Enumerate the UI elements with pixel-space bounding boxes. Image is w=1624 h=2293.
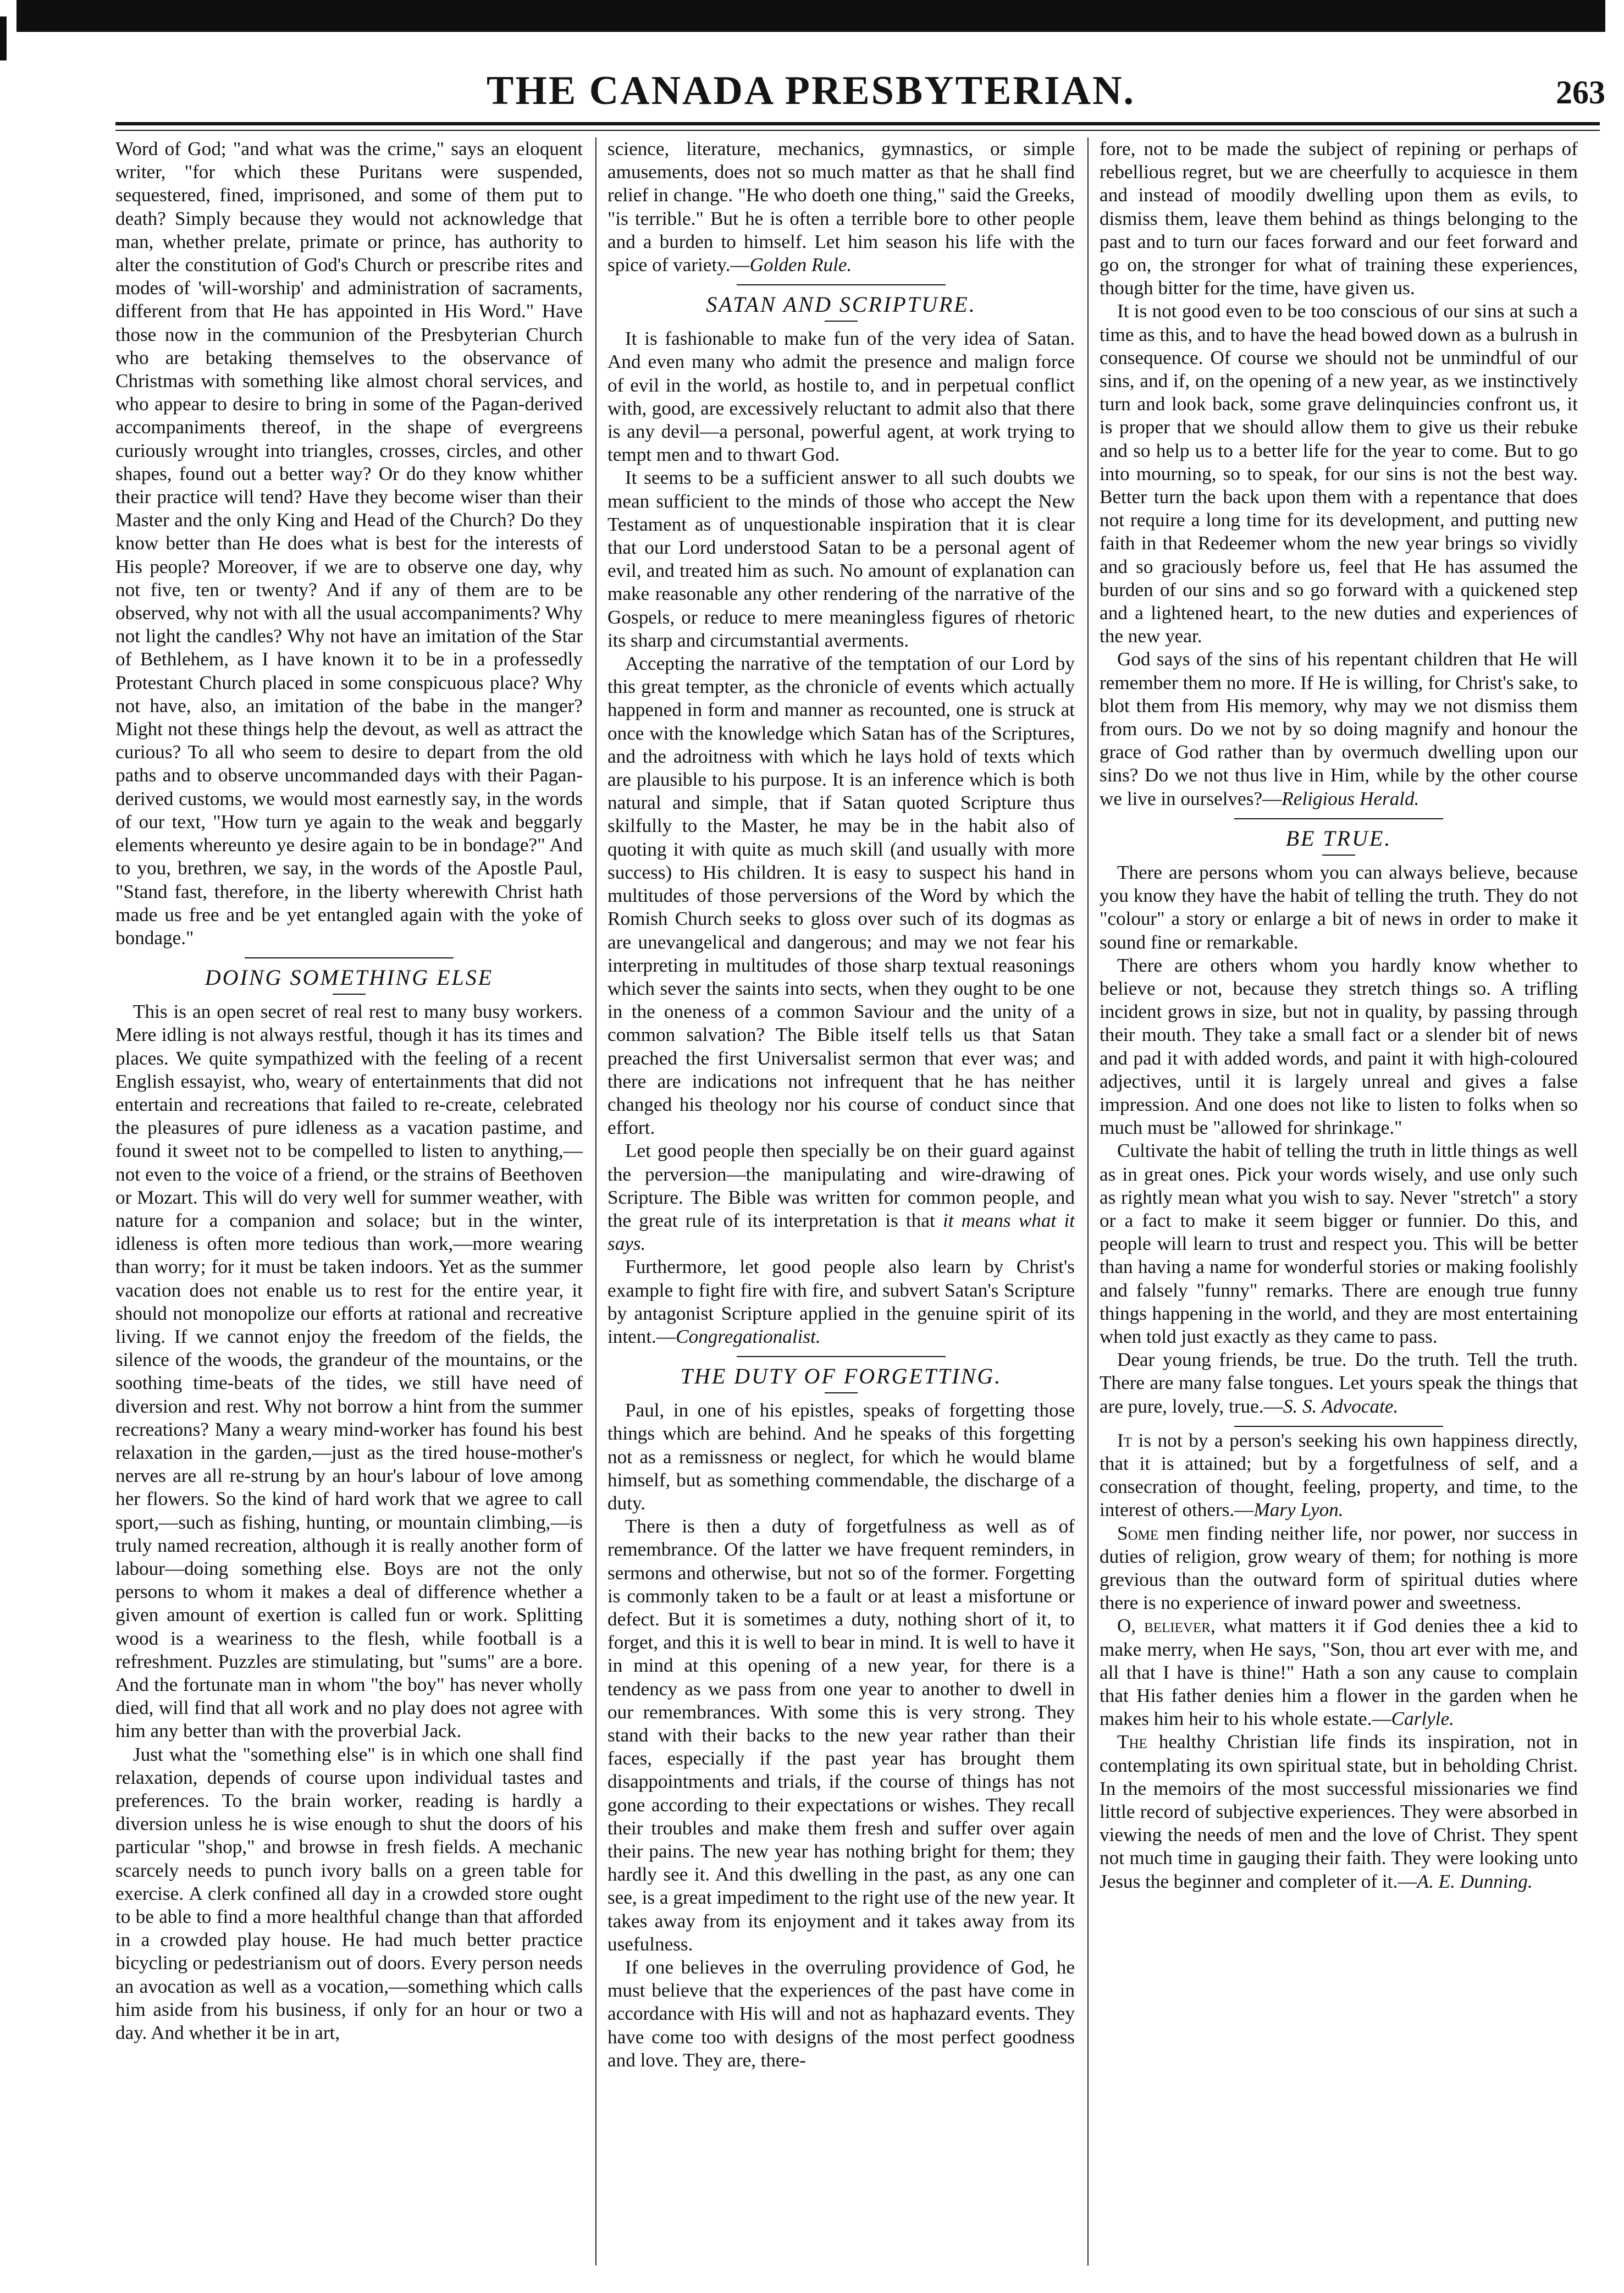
article-paragraph (607, 1255, 1075, 1348)
article-paragraph: It seems to be a sufficient answer to all such doubts we mean sufficient to the minds of those who accept the New Testament as of unquestionable inspiration that it is clear that our Lord understood Satan to be a personal agent of evil, and treated him as such. No amount of explanation can make reasonable any other rendering of the narrative of the Gospels, or reduce to mere meaningless figures of rhetoric its sharp and circumstantial averments. (607, 467, 1075, 651)
lead-in: The (1117, 1731, 1147, 1753)
column-3 (1100, 137, 1578, 2271)
heading-dash (1322, 855, 1355, 856)
section-rule (245, 957, 454, 958)
article-paragraph (1100, 1730, 1578, 1893)
article-heading: SATAN AND SCRIPTURE. (706, 292, 976, 317)
article-paragraph: There is then a duty of forgetfulness as well as of remembrance. Of the latter we have frequent reminders, in sermons and otherwise, but not so of the former. Forgetting is commonly taken to be a fault or at least a misfortune or defect. But it is sometimes a duty, nothing short of it, to forget, and this it is well to bear in mind. It is well to have it in mind at this opening of a new year, for there is a tendency as we pass from one year to another to dwell in our remembrances. With some this is very strong. They stand with their backs to the new year rather than their faces, especially if the past year has brought them disappointments and trials, if the course of things has not gone according to their expectations or wishes. They recall their troubles and make them fresh and suffer over again their pains. The new year has nothing bright for them; they hardly see it. And this dwelling in the past, as any one can see, is a great impediment to the right use of the new year. It takes away from its enjoyment and it takes away from its usefulness. (607, 1515, 1075, 1955)
paragraph-text: Let good people then specially be on their guard against the perversion—the manipulating and wire-drawing of Scripture. The Bible was written for common people, and the great rule of its interpretation is that (607, 1140, 1075, 1231)
source-credit: Congregationalist. (676, 1325, 821, 1347)
article-paragraph (1100, 1429, 1578, 1522)
article-paragraph (607, 137, 1075, 277)
article-paragraph: It is not good even to be too conscious of our sins at such a time as this, and to have the head bowed down as a bulrush in consequence. Of course we should not be unmindful of our sins, and if, on the opening of a new year, as we instinctively turn and look back, some grave delinquincies confront us, it is proper that we should allow them to give us their rebuke and so help us to a better life for the year to come. But to go into mourning, so to speak, for our sins is not the best way. Better turn the back upon them with a repentance that does not require a long time for its development, and putting new faith in that Redeemer whom the new year brings so vividly and so graciously before us, feel that He has assumed the burden of our sins and so go forward with a quickened step and a lightened heart, to the new duties and experiences of the new year. (1100, 300, 1578, 647)
paragraph-text: science, literature, mechanics, gymnastics, or simple amusements, does not so much matter as that he shall find relief in change. "He who doeth one thing," said the Greeks, "is terrible." But he is often a terrible bore to other people and a burden to himself. Let him season his life with the spice of variety.— (607, 138, 1075, 276)
article-paragraph (607, 1139, 1075, 1255)
source-credit: Carlyle. (1391, 1708, 1454, 1730)
heading-dash (825, 1392, 858, 1393)
article-paragraph: Paul, in one of his epistles, speaks of forgetting those things which are behind. And he speaks of this forgetting not as a remissness or neglect, for which he would blame himself, but as something commendable, the discharge of a duty. (607, 1399, 1075, 1514)
header-rule-thin (115, 130, 1600, 131)
article-paragraph: fore, not to be made the subject of repining or perhaps of rebellious regret, but we are cheerfully to acquiesce in them and instead of moodily dwelling upon them as evils, to dismiss them, leave them behind as things belonging to the past and to turn our faces forward and our feet forward and go on, the stronger for what of training these experiences, though bitter for the time, have given us. (1100, 138, 1578, 299)
article-paragraph (1100, 1522, 1578, 1615)
article-heading: DOING SOMETHING ELSE (205, 965, 494, 990)
article-paragraph (1100, 1348, 1578, 1418)
emphasis-text: it means what it says. (607, 1209, 1075, 1255)
top-black-bar (16, 0, 1605, 32)
article-heading: THE DUTY OF FORGETTING. (680, 1364, 1002, 1389)
column-1 (115, 137, 583, 2271)
article-paragraph (1100, 1614, 1578, 1730)
source-credit: A. E. Dunning. (1417, 1870, 1533, 1892)
article-heading: BE TRUE. (1285, 825, 1392, 851)
article-paragraph: If one believes in the overruling providence of God, he must believe that the experiences of the past have come in accordance with His will and not as haphazard events. They have come too with designs of the most perfect goodness and love. They are, there- (607, 1956, 1075, 2071)
section-rule (1234, 818, 1443, 819)
page-number: 263 (1556, 74, 1605, 111)
source-credit: Golden Rule. (749, 254, 852, 276)
article-paragraph: Cultivate the habit of telling the truth in little things as well as in great ones. Pick your words wisely, and use only such as rightly mean what you wish to say. Never "stretch" a story or a fact to make it seem bigger or funnier. Do this, and people will learn to trust and respect you. This will be better than having a name for wonderful stories or making foolishly and falsely "funny" remarks. There are enough true funny things happening in the world, and they are most entertaining when told just exactly as they came to pass. (1100, 1140, 1578, 1347)
source-credit: S. S. Advocate. (1283, 1395, 1399, 1417)
section-rule (737, 284, 946, 285)
article-paragraph (1100, 648, 1578, 810)
newspaper-title: THE CANADA PRESBYTERIAN. (486, 68, 1136, 113)
paragraph-text: what matters it if God denies thee a kid to make merry, when He says, "Son, thou art ever with me, and all that I have is thine!" Hath a son any cause to complain that His father denies him a flower in the garden when he makes him heir to his whole estate.— (1100, 1615, 1578, 1730)
paragraph-text: Dear young friends, be true. Do the truth. Tell the truth. There are many false tongues. Let yours speak the things that are pure, lovely, true.— (1100, 1349, 1578, 1417)
source-credit: Religious Herald. (1281, 787, 1419, 809)
heading-dash (333, 994, 366, 995)
paragraph-text: Furthermore, let good people also learn by Christ's example to fight fire with fire, and subvert Satan's Scripture by antagonist Scripture applied in the genuine spirit of its intent.— (607, 1256, 1075, 1347)
paragraph-text: men finding neither life, nor power, nor success in duties of religion, grow weary of them; for nothing is more grevious than the outward form of spiritual duties where there is no experience of inward power and sweetness. (1100, 1522, 1578, 1614)
article-paragraph: Word of God; "and what was the crime," says an eloquent writer, "for which these Puritans were suspended, sequestered, fined, imprisoned, and some of them put to death? Simply because they would not acknowledge that man, whether prelate, primate or prince, has authority to alter the constitution of God's Church or prescribe rites and modes of 'will-worship' and administration of sacraments, different from that He has appointed in His Word." Have those now in the communion of the Presbyterian Church who are betaking themselves to the observance of Christmas with something like almost choral services, and who appear to desire to bring in some of the Pagan-derived accompaniments thereof, in the shape of evergreens curiously wrought into triangles, crosses, circles, and other shapes, found out a better way? Or do they know whither their practice will tend? Have they become wiser than their Master and the only King and Head of the Church? Do they know better than He does what is best for the interests of His people? Moreover, if we are to observe one day, why not five, ten or twenty? And if any of them are to be observed, why not with all the usual accompaniments? Why not light the candles? Why not have an imitation of the Star of Bethlehem, as I have known it to be in a professedly Protestant Church placed in some conspicuous place? Why not have, also, an imitation of the babe in the manger? Might not these things help the devout, as well as attract the curious? To all who seem to desire to depart from the old paths and to observe uncommanded days with their Pagan-derived customs, we would most earnestly say, in the words of our text, "How turn ye again to the weak and beggarly elements whereunto ye desire again to be in bondage?" And to you, brethren, we say, in the words of the Apostle Paul, "Stand fast, therefore, in the liberty wherewith Christ hath made us free and be yet entangled again with the yoke of bondage." (115, 138, 583, 949)
section-rule (737, 1356, 946, 1357)
lead-in: O, believer, (1117, 1615, 1216, 1637)
header-rule-thick (115, 122, 1600, 125)
masthead (16, 66, 1605, 115)
paragraph-text: God says of the sins of his repentant children that He will remember them no more. If He is willing, for Christ's sake, to blot them from His memory, why may we not dismiss them from ours. Do we not by so doing magnify and honour the grace of God rather than by overmuch dwelling upon our sins? Do we not thus live in Him, while by the other course we live in ourselves?— (1100, 648, 1578, 809)
article-paragraph: Accepting the narrative of the temptation of our Lord by this great tempter, as the chronicle of events which actually happened in form and manner as recounted, one is struck at once with the knowledge which Satan has of the Scriptures, and the adroitness with which he lays hold of texts which are plausible to his purpose. It is an inference which is both natural and simple, that if Satan quoted Scripture thus skilfully to the Master, he may be in the habit also of quoting it with quite as much skill (and usually with more success) to His children. It is easy to suspect his hand in multitudes of those perversions of the Word by which the Romish Church seeks to gloss over such of its dogmas as are unevangelical and dangerous; and may we not fear his interpreting in multitudes of those sharp textual reasonings which sever the saints into sects, when they ought to be one in the oneness of a common Saviour and the unity of a common salvation? The Bible itself tells us that Satan preached the first Universalist sermon that ever was; and there are indications not infrequent that he has neither changed his theology nor his course of conduct since that effort. (607, 653, 1075, 1139)
section-rule (1234, 1426, 1443, 1427)
source-credit: Mary Lyon. (1253, 1499, 1344, 1521)
column-divider-2 (1087, 137, 1089, 2266)
paragraph-text: is not by a person's seeking his own happiness directly, that it is attained; but by a forgetfulness of self, and a consecration of thought, feeling, property, and time, to the interest of others.— (1100, 1429, 1578, 1521)
article-paragraph: There are persons whom you can always believe, because you know they have the habit of telling the truth. They do not "colour" a story or enlarge a bit of news in order to make it sound fine or remarkable. (1100, 861, 1578, 953)
article-paragraph: This is an open secret of real rest to many busy workers. Mere idling is not always restful, though it has its times and places. We quite sympathized with the feeling of a recent English essayist, who, weary of entertainments that did not entertain and recreations that failed to re-create, celebrated the pleasures of pure idleness as a vacation pastime, and found it sweet not to be compelled to listen to anything,—not even to the voice of a friend, or the strains of Beethoven or Mozart. This will do very well for summer weather, with nature for a companion and solace; but in the winter, idleness is often more tedious than work,—more wearing than worry; for it must be taken indoors. Yet as the summer vacation does not enable us to rest for the entire year, it should not monopolize our efforts at rational and recreative living. If we cannot enjoy the freedom of the fields, the silence of the woods, the grandeur of the mountains, or the soothing time-beats of the tides, we still have need of diversion and rest. Why not borrow a hint from the summer recreations? Many a weary mind-worker has found his best relaxation in the garden,—just as the tired house-mother's nerves are all re-strung by an hour's labour of love among her flowers. So the kind of hard work that we agree to call sport,—such as fishing, hunting, or mountain climbing,—is truly named recreation, although it is really another form of labour—doing something else. Boys are not the only persons to whom it makes a deal of difference whether a given amount of exertion is called fun or work. Splitting wood is a weariness to the flesh, while football is a refreshment. Puzzles are stimulating, but "sums" are a bore. And the fortunate man in whom "the boy" has never wholly died, will find that all work and no play does not agree with him any better than with the proverbial Jack. (115, 1001, 583, 1742)
column-2 (607, 137, 1075, 2271)
article-paragraph: It is fashionable to make fun of the very idea of Satan. And even many who admit the presence and malign force of evil in the world, as hostile to, and in perpetual conflict with, good, are excessively reluctant to admit also that there is any devil—a personal, powerful agent, at work trying to tempt men and to thwart God. (607, 328, 1075, 466)
lead-in: Some (1117, 1522, 1159, 1544)
lead-in: It (1117, 1429, 1132, 1451)
paragraph-text: healthy Christian life finds its inspiration, not in contemplating its own spiritual state, but in beholding Christ. In the memoirs of the most successful missionaries we find little record of subjective experiences. They were absorbed in viewing the needs of men and the love of Christ. They spent not much time in gauging their faith. They were looking unto Jesus the beginner and completer of it.— (1100, 1731, 1578, 1892)
column-divider-1 (595, 137, 596, 2266)
edge-mark (0, 16, 7, 60)
heading-dash (825, 321, 858, 322)
article-paragraph: Just what the "something else" is in which one shall find relaxation, depends of course upon individual tastes and preferences. To the brain worker, reading is hardly a diversion unless he is wise enough to shut the doors of his particular "shop," and browse in fresh fields. A mechanic scarcely needs to punch ivory balls on a green table for exercise. A clerk confined all day in a crowded store ought to be able to find a more healthful change than that afforded in a crowded play house. He had much better practice bicycling or pedestrianism out of doors. Every person needs an avocation as well as a vocation,—something which calls him aside from his business, if only for an hour or two a day. And whether it be in art, (115, 1743, 583, 2044)
article-paragraph: There are others whom you hardly know whether to believe or not, because they stretch things so. A trifling incident grows in size, but not in quality, by passing through their mouth. They take a small fact or a slender bit of news and pad it with added words, and paint it with high-coloured adjectives, until it is largely unreal and gives a false impression. And one does not like to listen to folks when so much must be "allowed for shrinkage." (1100, 954, 1578, 1139)
